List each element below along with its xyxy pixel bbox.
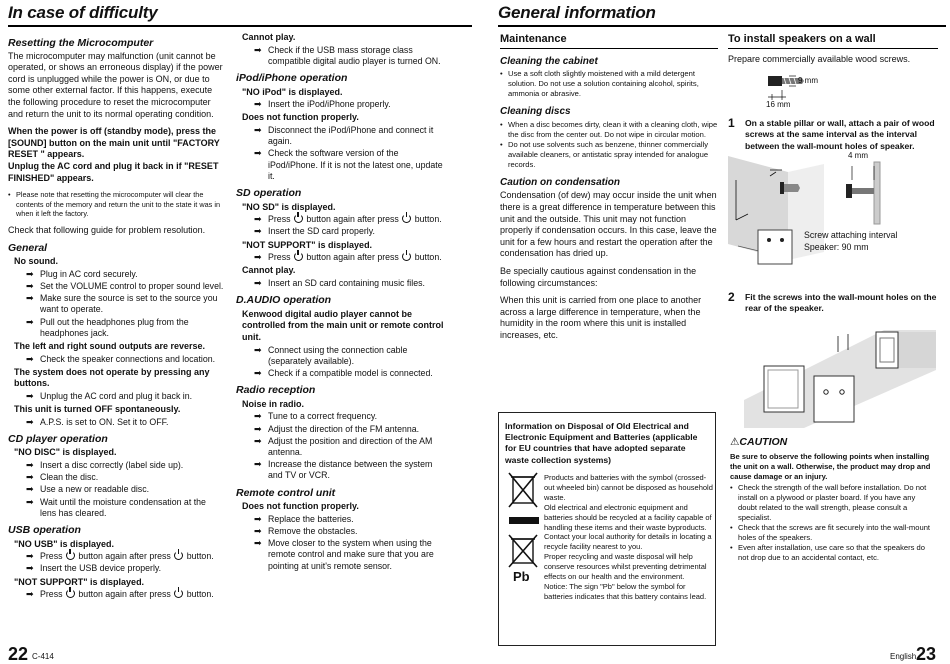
arrow-icon: ➡ — [254, 252, 262, 263]
solution-item: ➡ Plug in AC cord securely. — [26, 268, 138, 279]
arrow-icon: ➡ — [26, 268, 34, 279]
arrow-icon: ➡ — [26, 293, 34, 304]
page-number-left: 22 — [8, 644, 29, 664]
problem-sd-cannot-play: Cannot play. — [242, 265, 296, 276]
usb-heading: USB operation — [8, 524, 81, 537]
disc-bullet: • When a disc becomes dirty, clean it with a cleaning cloth, wipe the disc from the center out. Do not wipe in circular motion. — [500, 120, 718, 140]
left-page-title: In case of difficulty — [8, 3, 158, 22]
solution-item: ➡ Press button again after press button. — [254, 214, 442, 225]
solution-item: ➡ Remove the obstacles. — [254, 525, 358, 536]
condensation-heading: Caution on condensation — [500, 176, 620, 188]
crossed-bin-icon — [507, 471, 539, 515]
solution-item: ➡ Clean the disc. — [26, 472, 99, 483]
arrow-icon: ➡ — [26, 353, 34, 364]
problem-daudio: Kenwood digital audio player cannot be controlled from the main unit or remote control unit. — [242, 308, 444, 342]
caution-block — [730, 452, 936, 563]
solution-item: ➡ Insert an SD card containing music files. — [254, 277, 425, 288]
solution-item: ➡ Press button again after press button. — [26, 589, 214, 600]
solution-item: ➡ Insert the SD card properly. — [254, 226, 375, 237]
caution-bullet: • Even after installation, use care so that the speakers do not drop due to an accidental contact, etc. — [730, 543, 936, 563]
arrow-icon: ➡ — [26, 496, 34, 507]
solution-item: ➡ Wait until the moisture condensation at the lens has cleared. — [26, 496, 206, 518]
problem-sd-not-support: "NOT SUPPORT" is displayed. — [242, 239, 373, 250]
solution-item: ➡ Adjust the direction of the FM antenna. — [254, 423, 420, 434]
maintenance-column — [500, 34, 718, 348]
reset-paragraph: The microcomputer may malfunction (unit cannot be operated, or shows an erroneous display) if the power cord is unplugged while the power is ON, or due to some other external factor. If this happens, execute the following procedure to reset the microcomputer and return the unit to its normal operating condition. — [8, 50, 223, 119]
step-2-text: Fit the screws into the wall-mount holes on the rear of the speaker. — [745, 292, 937, 314]
black-bar — [509, 517, 539, 524]
problem-turned-off: This unit is turned OFF spontaneously. — [14, 404, 181, 415]
solution-item: ➡ Adjust the position and direction of the AM antenna. — [254, 435, 433, 457]
arrow-icon: ➡ — [254, 411, 262, 422]
reset-heading: Resetting the Microcomputer — [8, 37, 154, 49]
cd-heading: CD player operation — [8, 432, 108, 445]
language-label: English — [890, 652, 917, 661]
solution-item: ➡ Unplug the AC cord and plug it back in. — [26, 390, 193, 401]
problem-no-sd: "NO SD" is displayed. — [242, 201, 336, 212]
power-icon — [66, 589, 75, 598]
step-number: 2 — [728, 290, 735, 304]
problem-no-operate: The system does not operate by pressing any buttons. — [14, 366, 210, 389]
arrow-icon: ➡ — [26, 460, 34, 471]
solution-item: ➡ Check the software version of the iPod/iPhone. If it is not the latest one, update it. — [254, 148, 443, 181]
solution-item: ➡ Insert a disc correctly (label side up). — [26, 460, 184, 471]
speaker-mount-diagram — [744, 322, 936, 428]
arrow-icon: ➡ — [26, 416, 34, 427]
title-rule — [8, 25, 472, 27]
arrow-icon: ➡ — [26, 484, 34, 495]
power-icon — [402, 214, 411, 223]
arrow-icon: ➡ — [254, 148, 262, 159]
solution-item: ➡ Disconnect the iPod/iPhone and connect it again. — [254, 124, 434, 147]
solution-item: ➡ Replace the batteries. — [254, 513, 354, 524]
install-column — [728, 34, 938, 65]
solution-item: ➡ Set the VOLUME control to proper sound level. — [26, 280, 224, 291]
problem-no-disc: "NO DISC" is displayed. — [14, 447, 117, 458]
page-number-right: 23 — [916, 644, 937, 664]
problem-cannot-play: Cannot play. — [242, 32, 296, 42]
caution-heading: ⚠CAUTION — [730, 436, 788, 448]
power-icon — [174, 551, 183, 560]
problem-ipod-function: Does not function properly. — [242, 112, 359, 123]
left-column-2 — [236, 32, 448, 573]
speaker-rear-icon — [756, 226, 796, 266]
problem-radio-noise: Noise in radio. — [242, 398, 305, 409]
step-1-text: On a stable pillar or wall, attach a pair of wood screws at the same interval as the interval between the wall-mount holes of speaker. — [745, 118, 935, 151]
arrow-icon: ➡ — [254, 277, 262, 288]
general-heading: General — [8, 241, 48, 254]
dimension-label: 16 mm — [766, 100, 791, 109]
arrow-icon: ➡ — [254, 459, 262, 470]
arrow-icon: ➡ — [254, 226, 262, 237]
solution-item: ➡ Insert the USB device properly. — [26, 563, 162, 574]
arrow-icon: ➡ — [254, 538, 262, 549]
crossed-bin-icon — [507, 533, 539, 573]
left-column-1 — [8, 32, 224, 601]
arrow-icon: ➡ — [254, 525, 262, 536]
title-rule — [498, 25, 946, 27]
arrow-icon: ➡ — [254, 99, 262, 110]
disposal-text: Products and batteries with the symbol (crossed-out wheeled bin) cannot be disposed as household waste. Old electrical and electronic equipment and batteries should be recycled at a facility capable of handling these items and their waste byproducts. Contact your local authority for details in locating a recycle facility nearest to you. Proper recycling and waste disposal will help conserve resources whilst preventing detrimental effects on our health and the environment. Notice: The sign "Pb" below the symbol for batteries indicates that this battery contains lead. — [544, 473, 713, 601]
arrow-icon: ➡ — [26, 551, 34, 562]
right-page-title: General information — [498, 3, 656, 22]
arrow-icon: ➡ — [26, 390, 34, 401]
solution-item: ➡ Tune to a correct frequency. — [254, 411, 378, 422]
problem-no-sound: No sound. — [14, 256, 58, 267]
arrow-icon: ➡ — [26, 589, 34, 600]
arrow-icon: ➡ — [26, 563, 34, 574]
arrow-icon: ➡ — [26, 280, 34, 291]
solution-item: ➡ Check if a compatible model is connected. — [254, 367, 433, 378]
solution-item: ➡ Press button again after press button. — [26, 551, 214, 562]
disposal-heading: Information on Disposal of Old Electrical and Electronic Equipment and Batteries (applicable for EU countries that have adopted separate waste collection systems) — [505, 421, 698, 465]
solution-item: ➡ Make sure the source is set to the source you want to operate. — [26, 293, 218, 315]
power-icon — [174, 589, 183, 598]
dimension-label: 9 mm — [798, 76, 818, 85]
disc-bullet: • Do not use solvents such as benzene, thinner commercially available cleaners, or antistatic spray intended for analogue records. — [500, 140, 718, 170]
power-icon — [294, 214, 303, 223]
radio-heading: Radio reception — [236, 384, 316, 397]
caution-bullet: • Check the strength of the wall before installation. Do not install on a plywood or plaster board. If you have any doubt related to the wall strength, please consult a specialist. — [730, 483, 936, 523]
dimension-label: 4 mm — [848, 151, 868, 160]
power-icon — [294, 252, 303, 261]
cabinet-bullet: • Use a soft cloth slightly moistened with a mild detergent solution. Do not use a solution containing alcohol, spirits, ammonia or abrasive. — [500, 69, 718, 99]
condensation-text: When this unit is carried from one place to another across a large difference in temperature, when the humidity in the room where this unit is installed increases, etc. — [500, 295, 702, 340]
solution-item: ➡ Move closer to the system when using the remote control and make sure that you are pointing at unit's remote sensor. — [254, 538, 434, 571]
disposal-info-box — [498, 412, 716, 646]
screw-interval-text: Screw attaching interval Speaker: 90 mm — [804, 230, 898, 252]
caution-bullet: • Check that the screws are fit securely into the wall-mount holes of the speakers. — [730, 523, 936, 543]
solution-item: ➡ Insert the iPod/iPhone properly. — [254, 99, 391, 110]
remote-heading: Remote control unit — [236, 486, 336, 499]
problem-no-ipod: "NO iPod" is displayed. — [242, 86, 343, 97]
left-page — [0, 0, 472, 664]
cabinet-heading: Cleaning the cabinet — [500, 55, 598, 67]
pb-label: Pb — [513, 569, 530, 584]
install-heading: To install speakers on a wall — [728, 34, 938, 49]
problem-reverse-outputs: The left and right sound outputs are reverse. — [14, 340, 206, 351]
solution-item: ➡ Use a new or readable disc. — [26, 484, 150, 495]
ipod-heading: iPod/iPhone operation — [236, 72, 348, 84]
problem-not-support: "NOT SUPPORT" is displayed. — [14, 576, 145, 587]
install-intro: Prepare commercially available wood screws. — [728, 53, 911, 64]
power-icon — [66, 551, 75, 560]
solution-item: ➡ Check the speaker connections and location. — [26, 353, 216, 364]
daudio-heading: D.AUDIO operation — [236, 294, 332, 307]
reset-instruction: When the power is off (standby mode), press the [SOUND] button on the main unit until "FACTORY RESET " appears. — [8, 126, 220, 160]
maintenance-heading: Maintenance — [500, 34, 718, 49]
solution-item: ➡ Increase the distance between the system and TV or VCR. — [254, 459, 433, 481]
screw-side-diagram — [838, 158, 898, 228]
arrow-icon: ➡ — [254, 367, 262, 378]
solution-item: ➡ Pull out the headphones plug from the headphones jack. — [26, 316, 189, 338]
warning-icon: ⚠ — [730, 436, 740, 448]
power-icon — [402, 252, 411, 261]
problem-remote: Does not function properly. — [242, 501, 359, 512]
arrow-icon: ➡ — [26, 472, 34, 483]
discs-heading: Cleaning discs — [500, 106, 571, 118]
model-code: C-414 — [32, 652, 54, 661]
arrow-icon: ➡ — [254, 435, 262, 446]
arrow-icon: ➡ — [254, 344, 262, 355]
arrow-icon: ➡ — [254, 423, 262, 434]
check-guide-text: Check that following guide for problem resolution. — [8, 224, 206, 235]
sd-heading: SD operation — [236, 187, 302, 199]
solution-item: ➡ Press button again after press button. — [254, 252, 442, 263]
arrow-icon: ➡ — [254, 214, 262, 225]
solution-item: ➡ A.P.S. is set to ON. Set it to OFF. — [26, 416, 169, 427]
arrow-icon: ➡ — [254, 513, 262, 524]
step-number: 1 — [728, 116, 735, 130]
solution-item: ➡ Connect using the connection cable (separately available). — [254, 344, 408, 366]
problem-no-usb: "NO USB" is displayed. — [14, 538, 115, 549]
solution-item: ➡ Check if the USB mass storage class compatible digital audio player is turned ON. — [254, 44, 441, 66]
condensation-text: Be specially cautious against condensation in the following circumstances: — [500, 265, 697, 288]
reset-instruction-2: Unplug the AC cord and plug it back in if "RESET FINISHED" appears. — [8, 160, 219, 183]
arrow-icon: ➡ — [254, 124, 262, 135]
reset-note: • Please note that resetting the microcomputer will clear the contents of the memory and return the unit to the state it was in when it left the factory. — [8, 190, 224, 219]
caution-intro: Be sure to observe the following points when installing the unit on a wall. Otherwise, the product may drop and cause damage or an injury. — [730, 452, 931, 481]
arrow-icon: ➡ — [26, 316, 34, 327]
arrow-icon: ➡ — [254, 44, 262, 55]
condensation-text: Condensation (of dew) may occur inside the unit when there is a great difference in temperature between this unit and the outside. This unit may not function properly if condensation occurs. In this case, leave the unit for a few hours and restart the operation after the condensation has dried up. — [500, 190, 717, 259]
